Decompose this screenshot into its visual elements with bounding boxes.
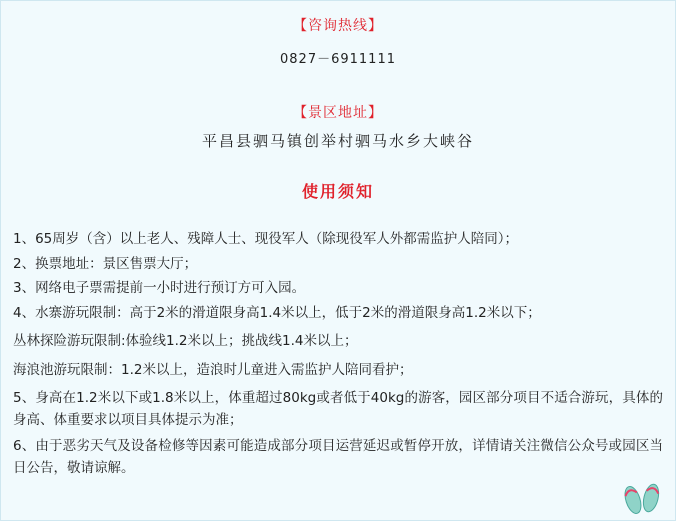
rule-item: 1、65周岁（含）以上老人、残障人士、现役军人（除现役军人外都需监护人陪同）； <box>13 231 519 247</box>
address-title: 【景区地址】 <box>293 105 383 121</box>
hotline-phone: 0827－6911111 <box>280 52 396 67</box>
rule-item: 3、网络电子票需提前一小时进行预订方可入园。 <box>13 280 306 296</box>
notice-title: 使用须知 <box>301 182 374 201</box>
rule-item: 海浪池游玩限制：1.2米以上，造浪时儿童进入需监护人陪同看护； <box>13 362 413 378</box>
rule-item: 2、换票地址：景区售票大厅； <box>13 256 198 272</box>
rule-item: 5、身高在1.2米以下或1.8米以上，体重超过80kg或者低于40kg的游客，园区部分项目不适合游玩，具体的身高、体重要求以项目具体提示为准； <box>13 390 663 428</box>
address-text: 平昌县驷马镇创举村驷马水乡大峡谷 <box>201 132 474 150</box>
rule-item: 丛林探险游玩限制:体验线1.2米以上；挑战线1.4米以上； <box>13 333 358 349</box>
rule-item: 6、由于恶劣天气及设备检修等因素可能造成部分项目运营延迟或暂停开放，详情请关注微信公众号或园区当日公告，敬请谅解。 <box>13 438 663 476</box>
hotline-title: 【咨询热线】 <box>293 18 383 34</box>
rule-item: 4、水寨游玩限制：高于2米的滑道限身高1.4米以上，低于2米的滑道限身高1.2米以下； <box>13 305 541 321</box>
flip-flops-icon <box>619 480 665 516</box>
